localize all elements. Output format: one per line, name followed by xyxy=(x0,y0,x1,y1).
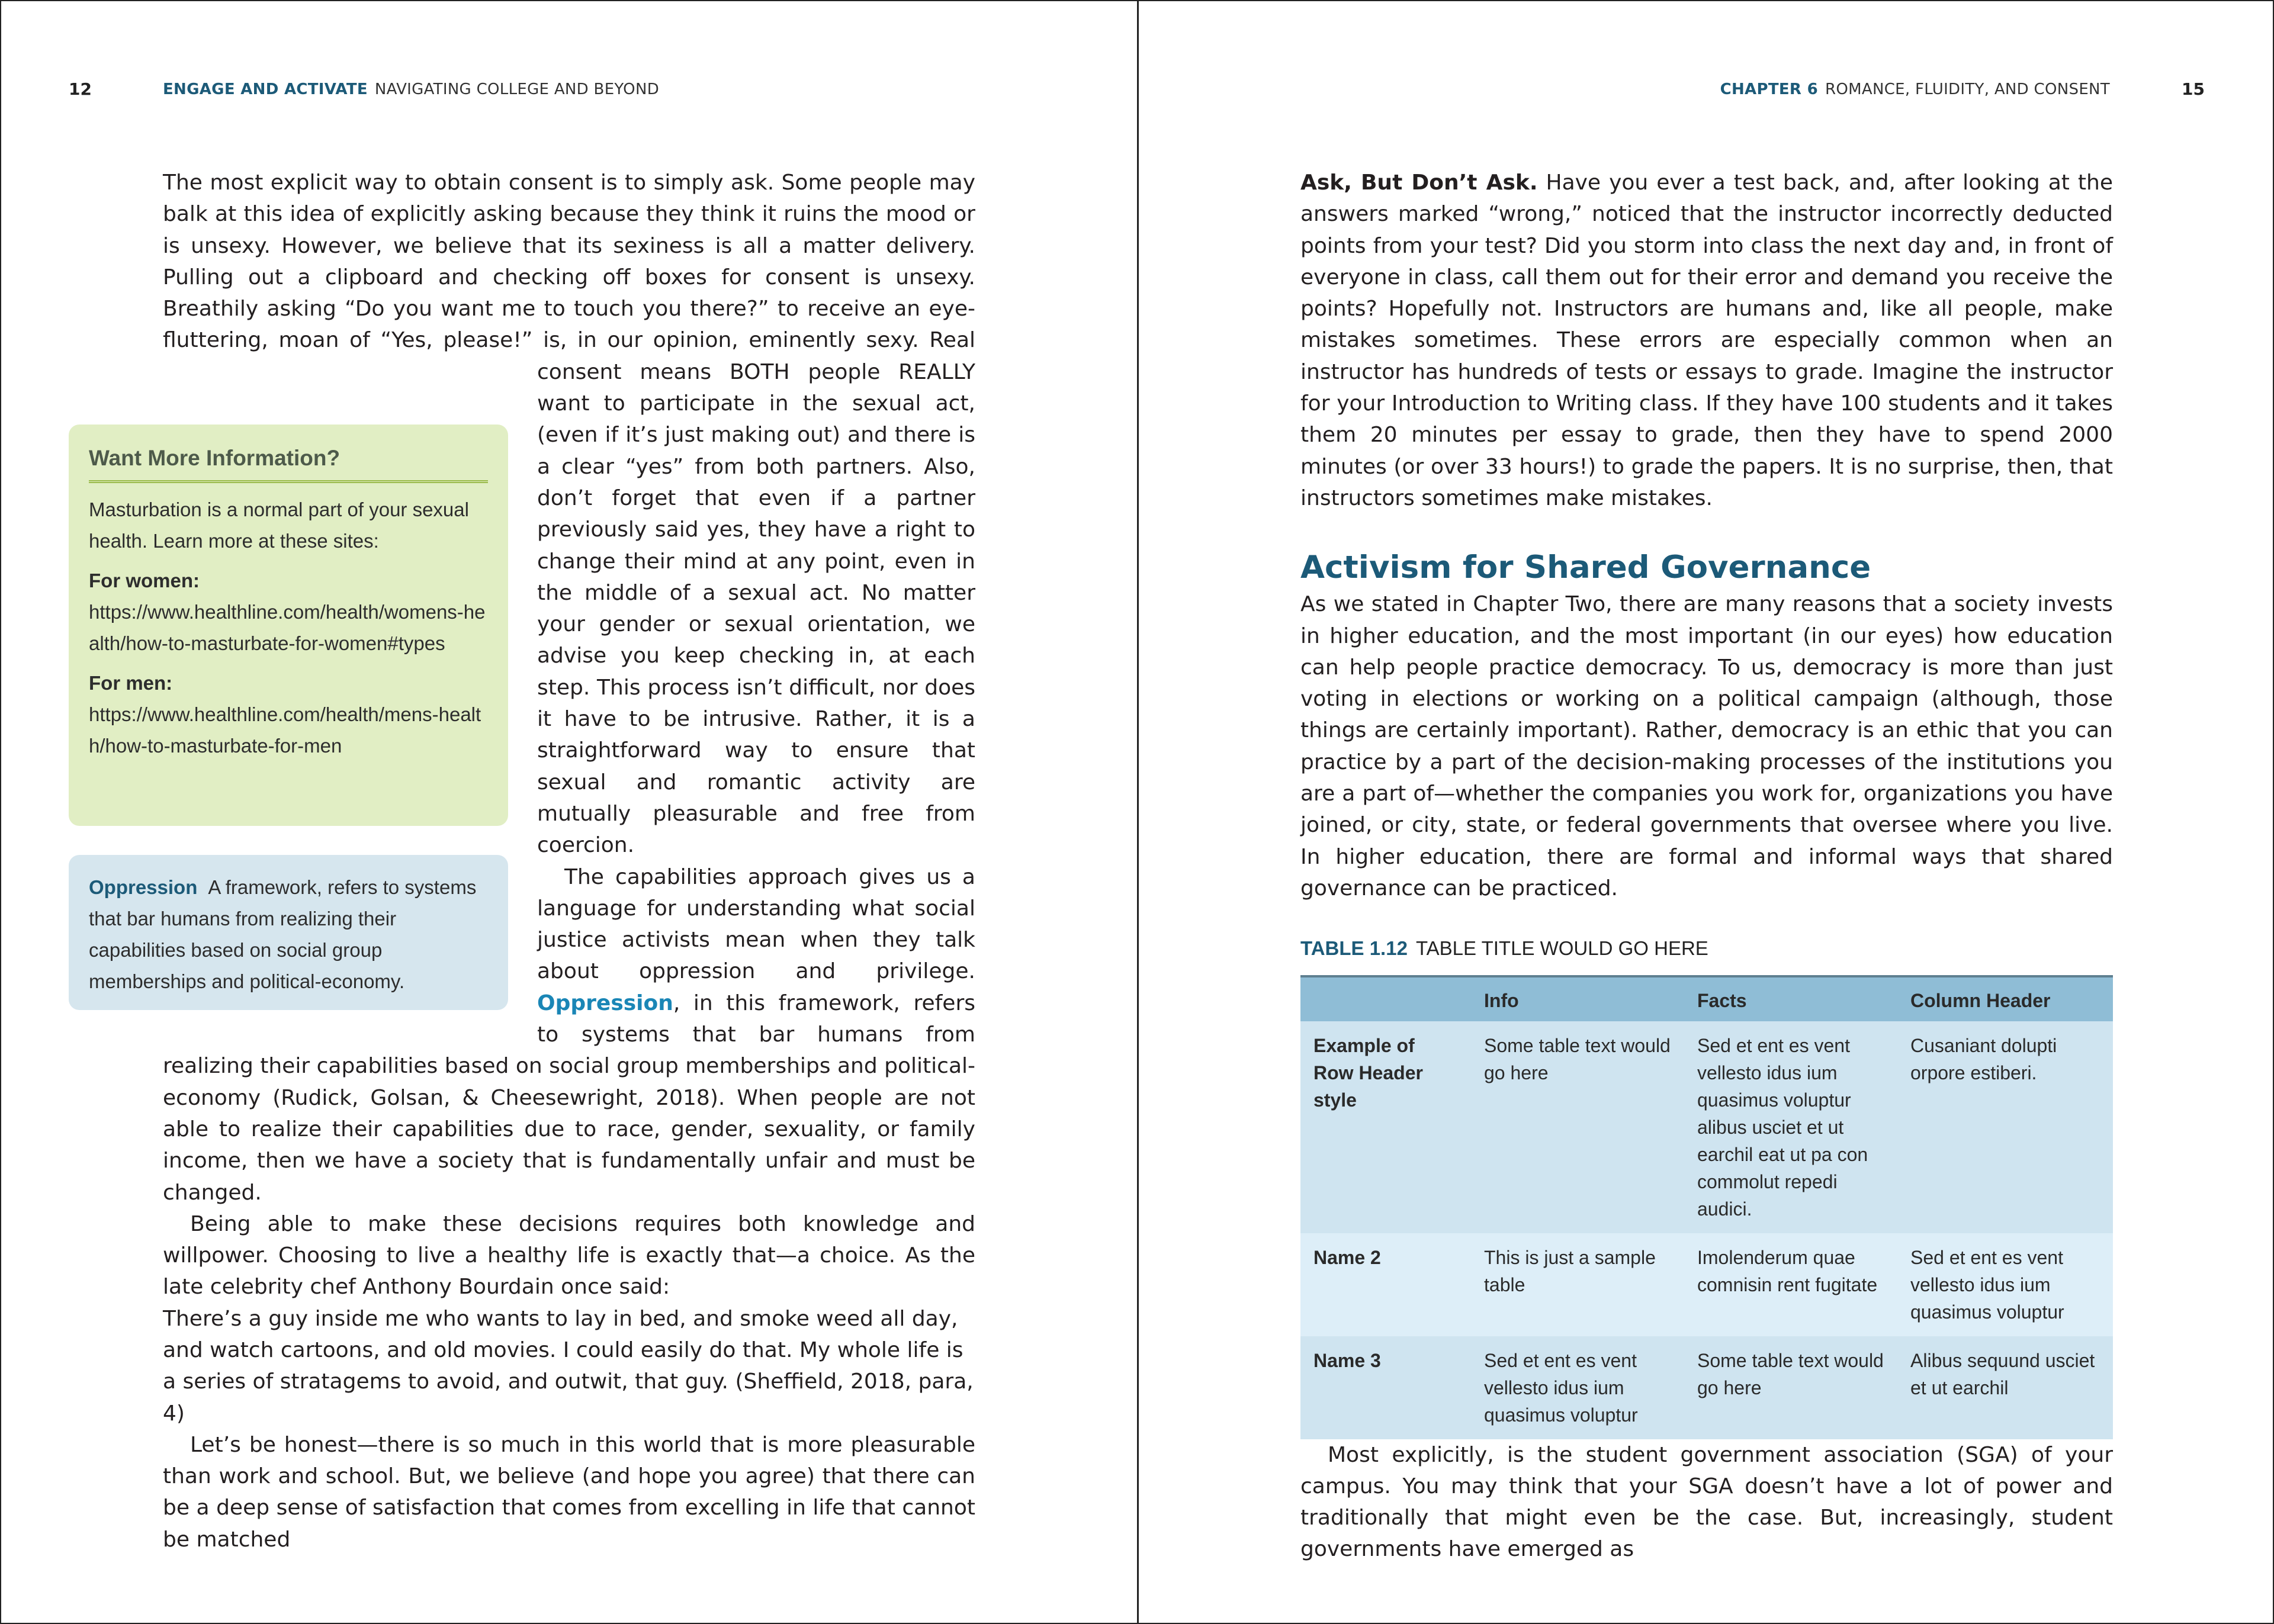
table-cell: Sed et ent es vent vellesto idus ium quasimus voluptur alibus usciet et ut earchil eat ut pa con commolut repedi audici. xyxy=(1684,1021,1897,1233)
table-cell: Cusaniant dolupti orpore estiberi. xyxy=(1897,1021,2113,1233)
page-number: 12 xyxy=(69,79,92,99)
running-head-title: ROMANCE, FLUIDITY, AND CONSENT xyxy=(1825,81,2110,98)
paragraph: Let’s be honest—there is so much in this world that is more pleasurable than work and school. But, we believe (and hope you agree) that there can be a deep sense of satisfaction that comes from excelling in life that cannot be matched xyxy=(163,1432,975,1552)
running-head xyxy=(1720,81,2110,98)
paragraph-text: , in this framework, refers to systems that bar humans from realizing their capabilities based on social group memberships and political-economy (Rudick, Golsan, & Cheesewright, 2018). When people are not able to realize their capabilities due to race, gender, sexuality, or family income, then we have a society that is fundamentally unfair and must be changed. xyxy=(163,991,975,1205)
table-header xyxy=(1300,976,1471,1021)
paragraph: As we stated in Chapter Two, there are many reasons that a society invests in higher education, and the most important (in our eyes) how education can help people practice democracy. To us, democracy is more than just voting in elections or working on a political campaign (although, those things are certainly important). Rather, democracy is an ethic that you can practice by a part of the decision-making processes of the institutions you are a part of—whether the companies you work for, organizations you have joined, or city, state, or federal governments that oversee where you live. In higher education, there are formal and informal ways that shared governance can be practiced. xyxy=(1300,592,2113,901)
table-cell: Sed et ent es vent vellesto idus ium quasimus voluptur xyxy=(1897,1233,2113,1336)
table-header-row xyxy=(1300,976,2113,1021)
running-head xyxy=(163,81,659,98)
table-label: TABLE 1.12 xyxy=(1300,937,1408,960)
table-row xyxy=(1300,1336,2113,1439)
right-body-text xyxy=(1300,167,2113,1565)
table-cell: Imolenderum quae comnisin rent fugitate xyxy=(1684,1233,1897,1336)
info-sidebar xyxy=(69,425,508,826)
table-header: Facts xyxy=(1684,976,1897,1021)
women-link[interactable]: https://www.healthline.com/health/womens-health/how-to-masturbate-for-women#types xyxy=(89,601,486,654)
table-cell: Alibus sequund usciet et ut earchil xyxy=(1897,1336,2113,1439)
block-quote: There’s a guy inside me who wants to lay in bed, and smoke weed all day, and watch cartoons, and old movies. I could easily do that. My whole life is a series of stratagems to avoid, and outwit, that guy. (Sheffield, 2018, para, 4) xyxy=(163,1306,974,1426)
info-sidebar-title: Want More Information? xyxy=(89,446,488,483)
running-head-book: ENGAGE AND ACTIVATE xyxy=(163,81,368,98)
run-in-heading: Ask, But Don’t Ask. xyxy=(1300,171,1538,195)
table-header: Info xyxy=(1471,976,1684,1021)
paragraph-text: The capabilities approach gives us a language for understanding what social justice activists mean when they talk about oppression and privilege. xyxy=(537,864,975,984)
paragraph xyxy=(1300,167,2113,514)
table-header: Column Header xyxy=(1897,976,2113,1021)
table-title: TABLE TITLE WOULD GO HERE xyxy=(1415,937,1708,960)
paragraph-text: Have you ever a test back, and, after looking at the answers marked “wrong,” noticed that the instructor incorrectly deducted points from your test? Did you storm into class the next day and, in front of everyone in class, call them out for their error and demand you receive the points? Hopefully not. Instructors are humans and, like all people, make mistakes sometimes. These errors are especially common when an instructor has hundreds of tests or essays to grade. Imagine the instructor for your Introduction to Writing class. If they have 100 students and it takes them 20 minutes per essay to grade, then they have to spend 2000 minutes (or over 33 hours!) to grade the papers. It is no surprise, then, that instructors sometimes make mistakes. xyxy=(1300,171,2113,510)
paragraph: The most explicit way to obtain consent is to simply ask. Some people may balk at this idea of explicitly asking because they think it ruins the mood or is unsexy. However, we believe that its sexiness is all a matter delivery. Pulling out a clipboard and checking off boxes for consent is unsexy. Breathily asking “Do you want me to touch you there?” to receive an eye-fluttering, moan of “Yes, please!” is, in our opinion, eminently sexy. Real consent means BOTH people REALLY want to participate in the sexual act, (even if it’s just making out) and there is a clear “yes” from both partners. Also, don’t forget that even if a partner previously said yes, they have a right to change their mind at any point, even in the middle of a sexual act. No matter your gender or sexual orientation, we advise you keep checking in, at each step. This process isn’t difficult, nor does it have to be intrusive. Rather, it is a straightforward way to ensure that sexual and romantic activity are mutually pleasurable and free from coercion. xyxy=(163,171,975,858)
men-link[interactable]: https://www.healthline.com/health/mens-health/how-to-masturbate-for-men xyxy=(89,703,481,757)
keyword-oppression: Oppression xyxy=(537,991,673,1015)
table-row xyxy=(1300,1021,2113,1233)
definition-box xyxy=(69,855,508,1010)
info-sidebar-intro: Masturbation is a normal part of your sexual health. Learn more at these sites: xyxy=(89,499,469,552)
page-number: 15 xyxy=(2182,79,2205,99)
table-cell: Some table text would go here xyxy=(1471,1021,1684,1233)
right-page xyxy=(1137,0,2274,1624)
table-caption xyxy=(1300,932,2113,964)
paragraph: Being able to make these decisions requires both knowledge and willpower. Choosing to live a healthy life is exactly that—a choice. As the late celebrity chef Anthony Bourdain once said: xyxy=(163,1211,975,1300)
paragraph: Most explicitly, is the student government association (SGA) of your campus. You may think that your SGA doesn’t have a lot of power and traditionally that might even be the case. But, increasingly, student governments have emerged as xyxy=(1300,1442,2113,1562)
table-cell: Sed et ent es vent vellesto idus ium quasimus voluptur xyxy=(1471,1336,1684,1439)
table-cell: Some table text would go here xyxy=(1684,1336,1897,1439)
table-cell: This is just a sample table xyxy=(1471,1233,1684,1336)
definition-text: A framework, refers to systems that bar humans from realizing their capabilities based on social group memberships and political-economy. xyxy=(89,876,477,992)
section-heading: Activism for Shared Governance xyxy=(1300,549,1871,586)
row-header: Name 3 xyxy=(1300,1336,1471,1439)
row-header: Example of Row Header style xyxy=(1300,1021,1471,1233)
data-table xyxy=(1300,975,2113,1439)
table-row xyxy=(1300,1233,2113,1336)
definition-term: Oppression xyxy=(89,876,198,898)
running-head-chapter: CHAPTER 6 xyxy=(1720,81,1818,98)
row-header: Name 2 xyxy=(1300,1233,1471,1336)
women-label: For women: xyxy=(89,570,200,591)
men-label: For men: xyxy=(89,672,173,694)
running-head-title: NAVIGATING COLLEGE AND BEYOND xyxy=(374,81,660,98)
